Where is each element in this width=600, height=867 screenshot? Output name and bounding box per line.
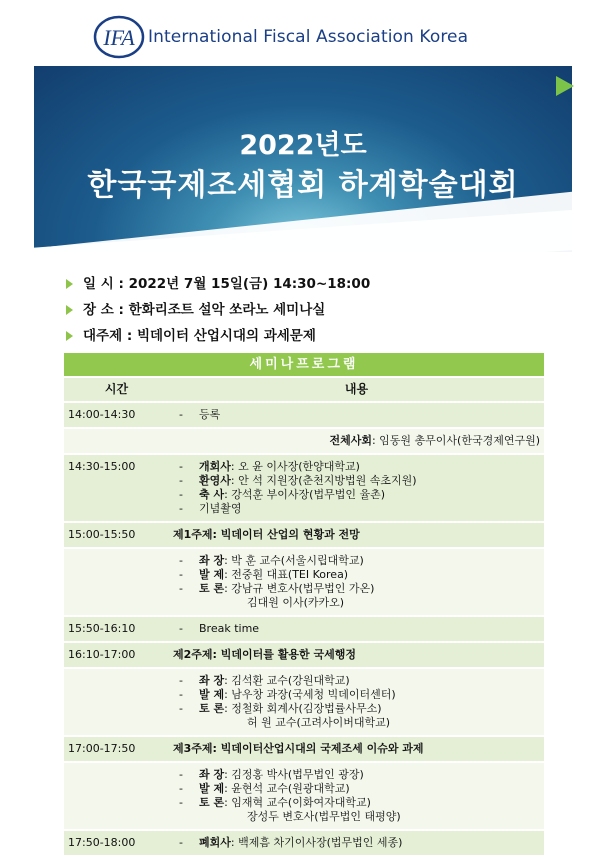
line-text: : 윤현석 교수(원광대학교) (224, 782, 350, 795)
line-text: : 빅데이터를 활용한 국세행정 (212, 648, 356, 661)
line-label: 발 제 (199, 688, 225, 701)
line-label: 발 제 (199, 568, 225, 581)
time-cell: 17:50-18:00 (64, 830, 169, 856)
line-text: : 임동원 총무이사(한국경제연구원) (371, 434, 540, 447)
program-line (173, 568, 540, 582)
table-row (64, 830, 544, 856)
dash-marker: - (179, 782, 183, 795)
content-cell (169, 762, 544, 830)
line-label: 폐회사 (199, 836, 231, 849)
program-line (173, 596, 540, 610)
dash-marker: - (179, 796, 183, 809)
program-line (173, 474, 540, 488)
content-cell (169, 616, 544, 642)
program-line (173, 582, 540, 596)
content-cell (169, 428, 544, 454)
dash-marker: - (179, 768, 183, 781)
content-cell (169, 736, 544, 762)
col-header-content: 내용 (169, 377, 544, 402)
line-text: : 강석훈 부이사장(법무법인 율촌) (224, 488, 386, 501)
line-text: : 전중훤 대표(TEI Korea) (224, 568, 349, 581)
line-label: 좌 장 (199, 768, 225, 781)
content-cell (169, 830, 544, 856)
line-text: : 남우창 과장(국세청 빅데이터센터) (224, 688, 396, 701)
program-line (173, 688, 540, 702)
program-line (173, 836, 540, 850)
program-line (173, 502, 540, 516)
program-line (173, 408, 540, 422)
line-label: 발 제 (199, 782, 225, 795)
line-text: : 빅데이터산업시대의 국제조세 이슈와 과제 (212, 742, 424, 755)
table-row (64, 402, 544, 428)
line-label: 토 론 (199, 582, 225, 595)
line-label: 제1주제 (173, 528, 213, 541)
line-text: : 백제흠 차기이사장(법무법인 세종) (230, 836, 403, 849)
line-text: : 김정홍 박사(법무법인 광장) (224, 768, 364, 781)
program-line (173, 554, 540, 568)
line-text: : 정철화 회계사(김장법률사무소) (224, 702, 382, 715)
content-cell (169, 522, 544, 548)
line-text: : 안 석 지원장(춘천지방법원 속초지원) (230, 474, 417, 487)
info-place-label: 장 소 (83, 302, 114, 318)
line-text: : 강남규 변호사(법무법인 가온) (224, 582, 375, 595)
table-row (64, 642, 544, 668)
program-line (173, 528, 540, 542)
time-cell (64, 762, 169, 830)
table-row (64, 428, 544, 454)
dash-marker: - (179, 460, 183, 473)
dash-marker: - (179, 554, 183, 567)
dash-marker: - (179, 688, 183, 701)
table-row (64, 668, 544, 736)
time-cell: 17:00-17:50 (64, 736, 169, 762)
time-cell: 14:30-15:00 (64, 454, 169, 522)
content-cell (169, 642, 544, 668)
line-text: 등록 (199, 408, 221, 421)
dash-marker: - (179, 568, 183, 581)
info-place: 장 소 : 한화리조트 설악 쏘라노 세미나실 (66, 298, 325, 318)
line-label: 전체사회 (329, 434, 372, 447)
dash-marker: - (179, 836, 183, 849)
content-cell (169, 668, 544, 736)
dash-marker: - (179, 502, 183, 515)
table-row (64, 522, 544, 548)
info-topic: 대주제 : 빅데이터 산업시대의 과세문제 (66, 324, 316, 344)
ifa-logo-icon (93, 15, 145, 59)
dash-marker: - (179, 408, 183, 421)
dash-marker: - (179, 622, 183, 635)
time-cell (64, 428, 169, 454)
line-text: 기념촬영 (199, 502, 242, 515)
program-line (173, 716, 540, 730)
info-topic-value: 빅데이터 산업시대의 과세문제 (136, 328, 316, 344)
dash-marker: - (179, 674, 183, 687)
content-cell (169, 548, 544, 616)
program-line (173, 674, 540, 688)
program-line (173, 768, 540, 782)
banner-flag-icon (556, 76, 574, 96)
program-line (173, 434, 540, 448)
line-label: 개회사 (199, 460, 231, 473)
bullet-icon (66, 305, 73, 315)
line-text: : 김석환 교수(강원대학교) (224, 674, 350, 687)
dash-marker: - (179, 474, 183, 487)
line-label: 좌 장 (199, 674, 225, 687)
content-cell (169, 454, 544, 522)
info-date: 일 시 : 2022년 7월 15일(금) 14:30~18:00 (66, 272, 370, 292)
dash-marker: - (179, 582, 183, 595)
program-line (173, 796, 540, 810)
line-text: Break time (199, 622, 260, 635)
line-text: 김대원 이사(카카오) (247, 596, 345, 609)
time-cell (64, 668, 169, 736)
program-line (173, 702, 540, 716)
time-cell: 15:50-16:10 (64, 616, 169, 642)
info-place-value: 한화리조트 설악 쏘라노 세미나실 (128, 302, 326, 318)
seminar-program-table (64, 353, 544, 857)
banner-title-main: 한국국제조세협회 하계학술대회 (87, 168, 519, 203)
bullet-icon (66, 279, 73, 289)
info-date-value: 2022년 7월 15일(금) 14:30~18:00 (128, 276, 371, 292)
col-header-time: 시간 (64, 377, 169, 402)
program-line (173, 488, 540, 502)
program-line (173, 810, 540, 824)
line-label: 축 사 (199, 488, 225, 501)
dash-marker: - (179, 702, 183, 715)
table-row (64, 548, 544, 616)
line-label: 환영사 (199, 474, 231, 487)
line-label: 제3주제 (173, 742, 213, 755)
logo-text: IFA (103, 25, 135, 50)
info-topic-label: 대주제 (83, 328, 123, 344)
program-title: 세미나프로그램 (64, 353, 544, 377)
content-cell (169, 402, 544, 428)
table-row (64, 736, 544, 762)
program-line (173, 460, 540, 474)
line-text: : 박 훈 교수(서울시립대학교) (224, 554, 364, 567)
line-text: 장성두 변호사(법무법인 태평양) (247, 810, 401, 823)
time-cell (64, 548, 169, 616)
bullet-icon (66, 331, 73, 341)
line-text: : 임재혁 교수(이화여자대학교) (224, 796, 371, 809)
time-cell: 16:10-17:00 (64, 642, 169, 668)
time-cell: 14:00-14:30 (64, 402, 169, 428)
header (0, 0, 600, 62)
line-text: : 빅데이터 산업의 현황과 전망 (212, 528, 360, 541)
line-label: 토 론 (199, 796, 225, 809)
dash-marker: - (179, 488, 183, 501)
line-text: : 오 윤 이사장(한양대학교) (230, 460, 360, 473)
line-label: 좌 장 (199, 554, 225, 567)
line-text: 허 원 교수(고려사이버대학교) (247, 716, 391, 729)
program-line (173, 622, 540, 636)
program-line (173, 782, 540, 796)
banner-title-year: 2022년도 (239, 130, 367, 161)
info-date-label: 일 시 (83, 276, 114, 292)
table-row (64, 454, 544, 522)
table-row (64, 762, 544, 830)
program-line (173, 742, 540, 756)
table-row (64, 616, 544, 642)
org-name: International Fiscal Association Korea (148, 27, 469, 47)
program-line (173, 648, 540, 662)
time-cell: 15:00-15:50 (64, 522, 169, 548)
line-label: 제2주제 (173, 648, 213, 661)
line-label: 토 론 (199, 702, 225, 715)
